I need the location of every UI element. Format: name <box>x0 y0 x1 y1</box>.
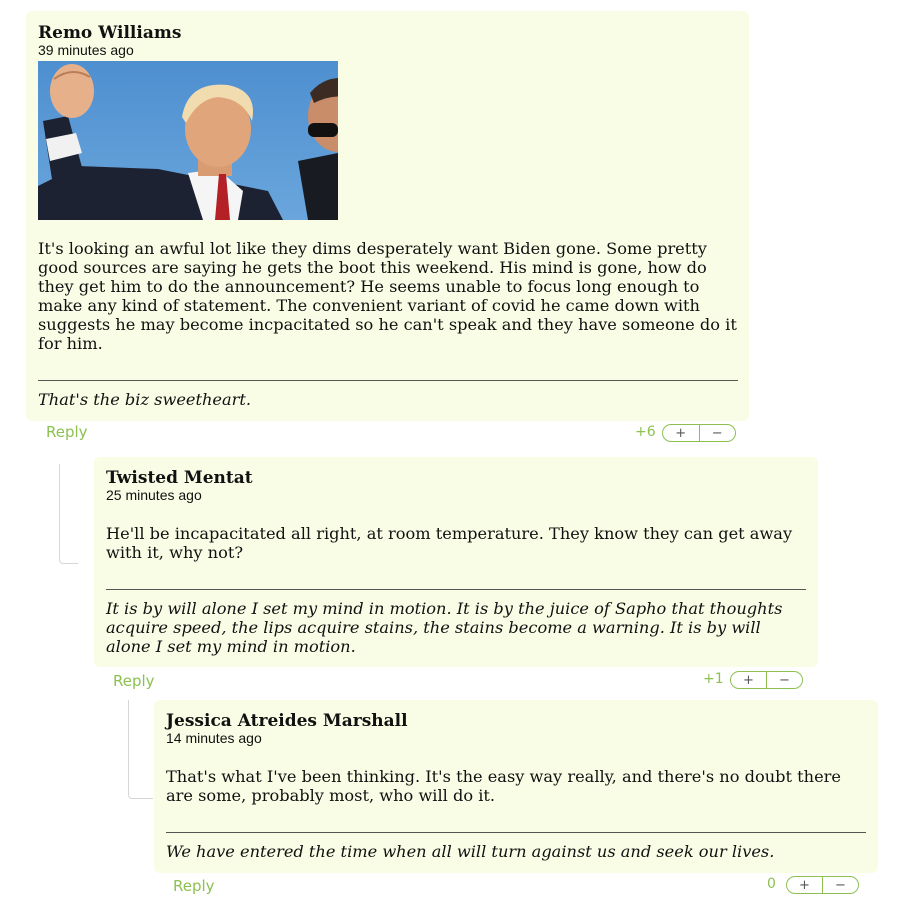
signature-divider <box>106 589 806 590</box>
vote-score: +1 <box>703 671 724 687</box>
comment-timestamp: 14 minutes ago <box>166 730 262 746</box>
signature-divider <box>38 380 738 381</box>
comment-signature: That's the biz sweetheart. <box>38 390 252 409</box>
downvote-button[interactable]: − <box>766 672 802 688</box>
vote-controls <box>786 876 859 894</box>
comment-signature: We have entered the time when all will turn against us and seek our lives. <box>166 842 775 861</box>
vote-score: +6 <box>635 424 656 440</box>
downvote-button[interactable]: − <box>822 877 858 893</box>
upvote-button[interactable]: + <box>799 877 810 893</box>
news-photo-icon <box>38 61 338 220</box>
comment-timestamp: 25 minutes ago <box>106 487 202 503</box>
reply-link[interactable]: Reply <box>113 672 155 690</box>
comment-author[interactable]: Jessica Atreides Marshall <box>166 711 408 731</box>
comment-timestamp: 39 minutes ago <box>38 42 134 58</box>
upvote-button[interactable]: + <box>675 425 687 441</box>
comment-author[interactable]: Remo Williams <box>38 23 182 43</box>
upvote-button[interactable]: + <box>743 672 754 688</box>
vote-controls <box>662 424 736 442</box>
comment-author[interactable]: Twisted Mentat <box>106 468 253 488</box>
thread-connector <box>59 464 78 564</box>
comment-twisted-mentat <box>94 457 818 667</box>
comment-body: It's looking an awful lot like they dims desperately want Biden gone. Some pretty good sources are saying he gets the boot this weekend. His mind is gone, how do they get him to do the announcement? He seems unable to focus long enough to make any kind of statement. The convenient variant of covid he came down with suggests he may become incpacitated so he can't speak and they have someone do it for him. <box>38 239 737 353</box>
comment-remo-williams <box>26 11 749 421</box>
comment-jessica-atreides-marshall <box>154 700 878 873</box>
comment-body: He'll be incapacitated all right, at room temperature. They know they can get away with it, why not? <box>106 524 793 562</box>
vote-score: 0 <box>767 876 776 892</box>
thread-connector <box>128 700 153 799</box>
reply-link[interactable]: Reply <box>173 877 215 895</box>
reply-link[interactable]: Reply <box>46 423 88 441</box>
comment-body: That's what I've been thinking. It's the easy way really, and there's no doubt there are some, probably most, who will do it. <box>166 767 841 805</box>
news-photo-image[interactable] <box>38 61 338 220</box>
downvote-button[interactable]: − <box>699 425 736 441</box>
comment-signature: It is by will alone I set my mind in motion. It is by the juice of Sapho that thoughts acquire speed, the lips acquire stains, the stains become a warning. It is by will alone I set my mind in motion. <box>106 599 783 656</box>
vote-controls <box>730 671 803 689</box>
signature-divider <box>166 832 866 833</box>
